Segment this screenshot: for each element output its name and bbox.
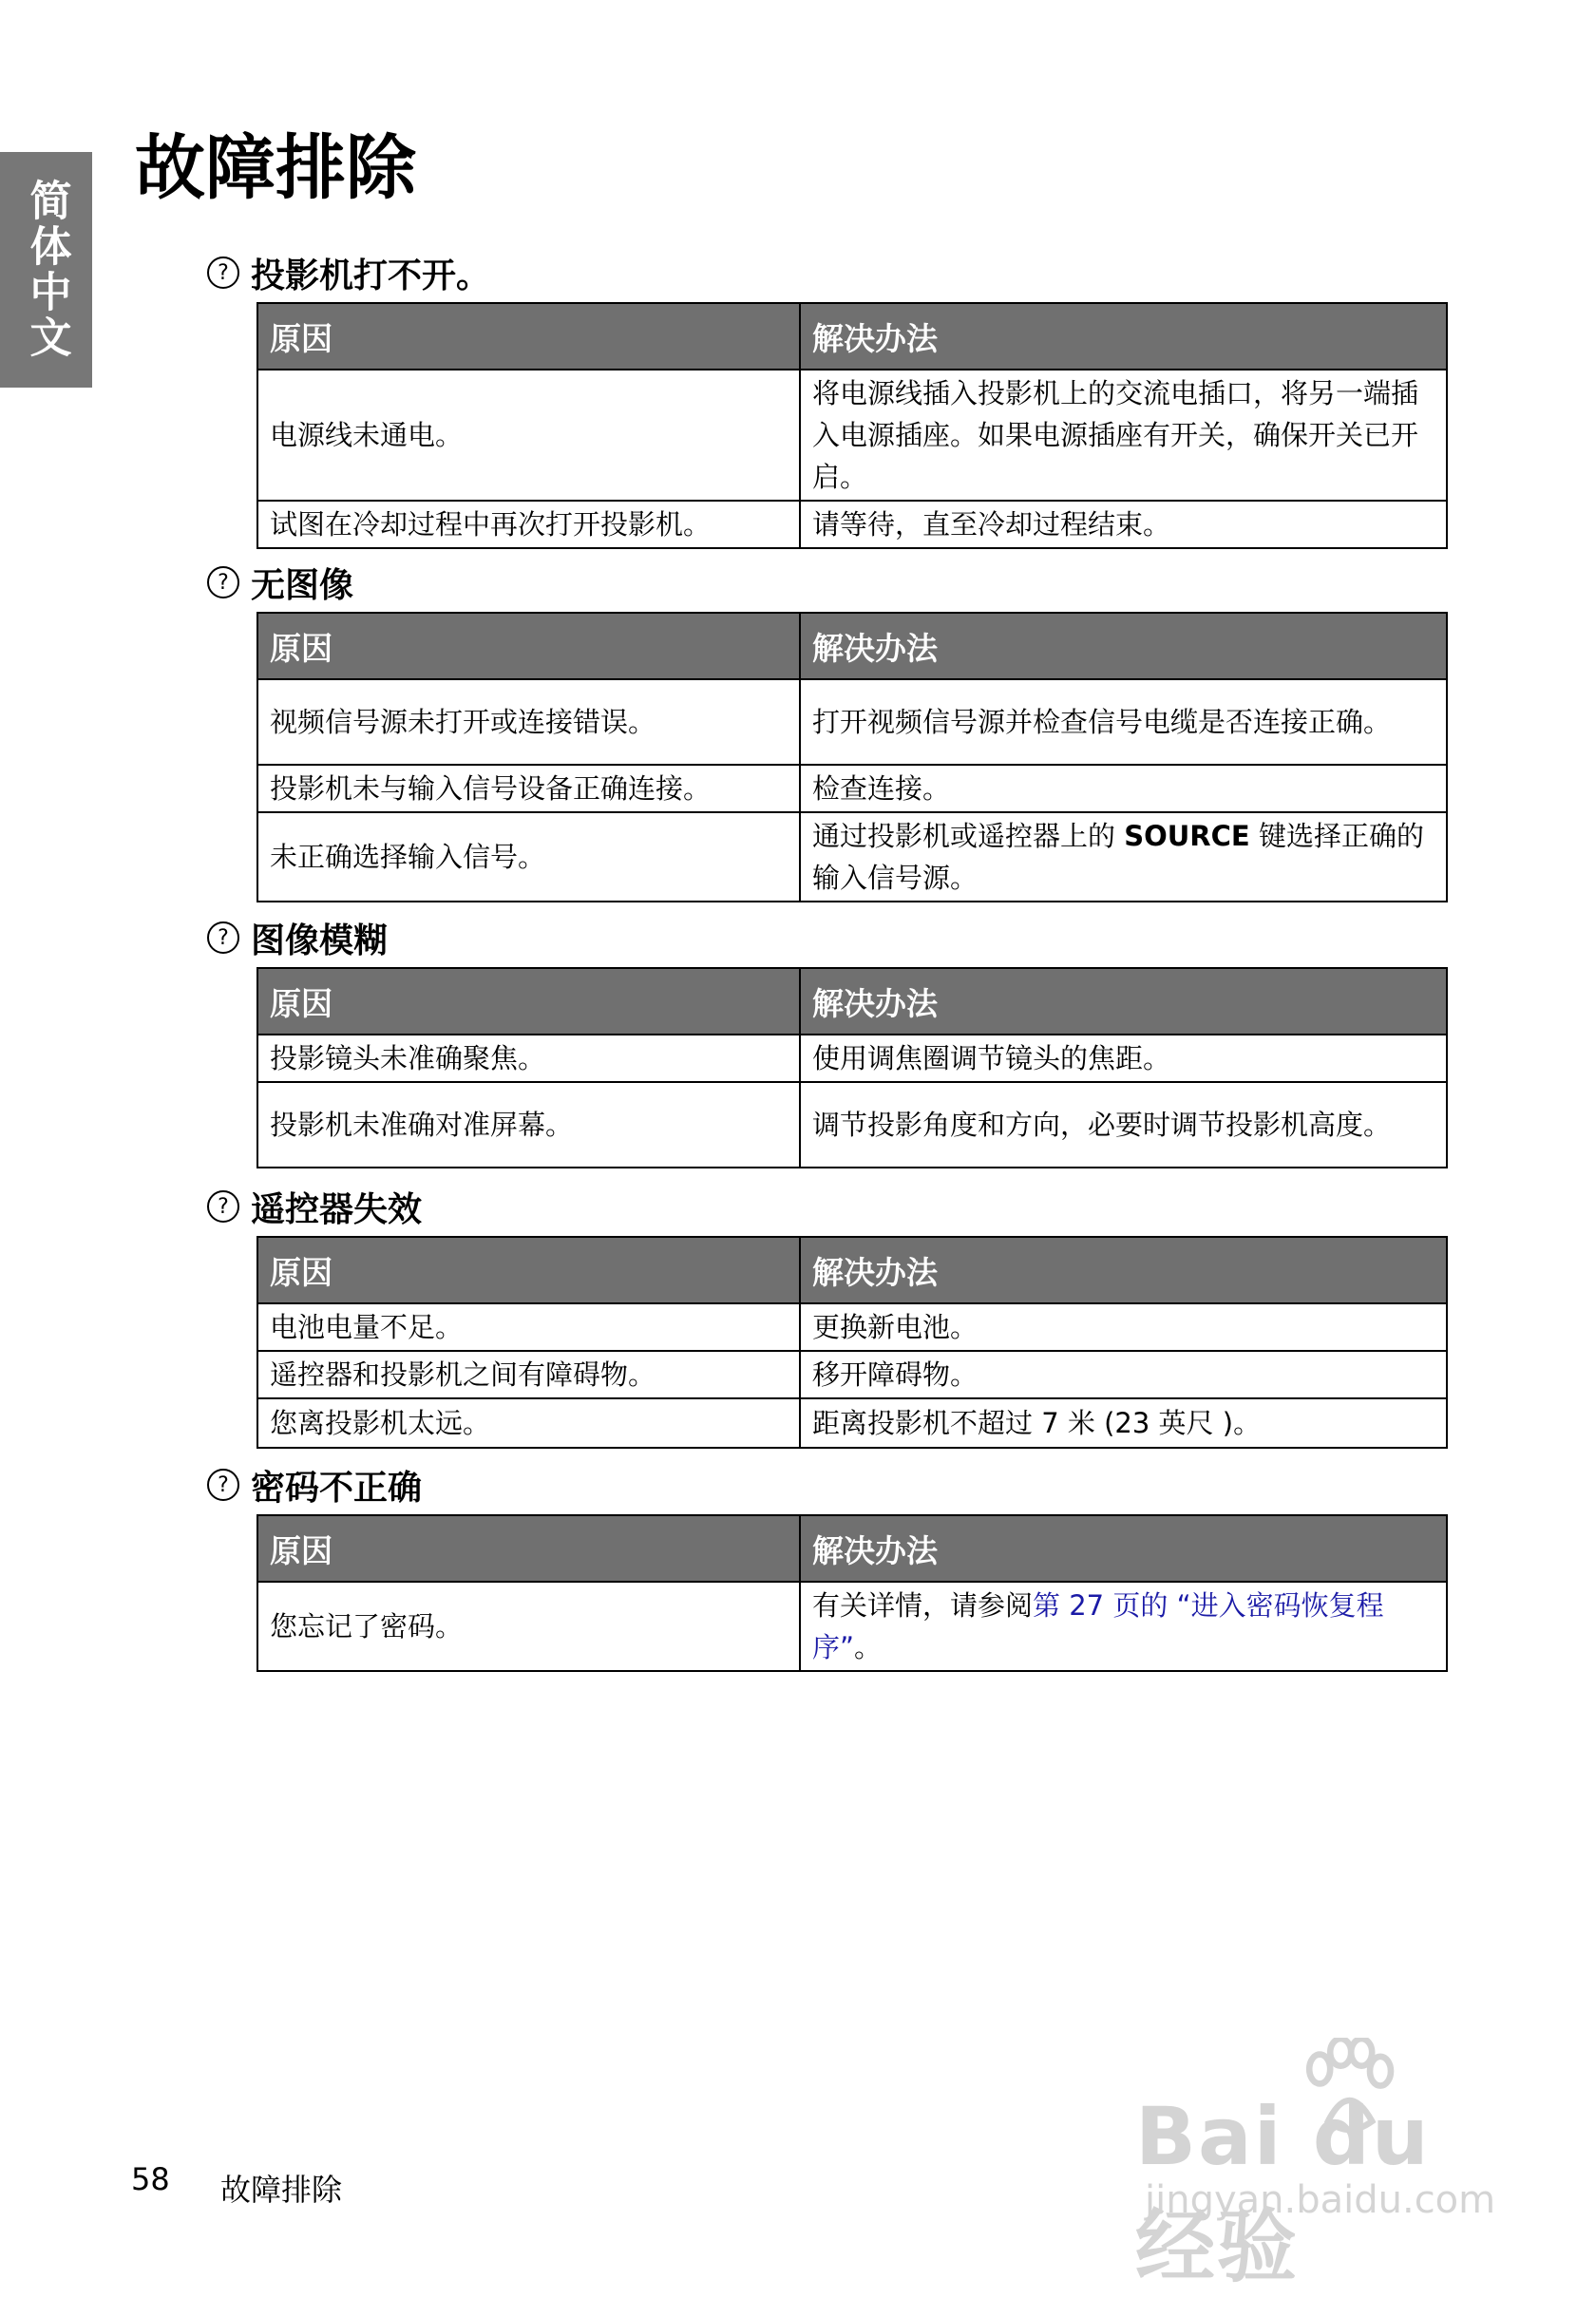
watermark-url: jingyan.baidu.com: [1145, 2178, 1496, 2222]
table-row: [257, 812, 1447, 902]
table-header-row: [257, 613, 1447, 679]
table-row: [257, 1303, 1447, 1351]
section-heading: [205, 249, 1446, 296]
language-tab-label: 简体中文: [22, 179, 71, 361]
table-header-row: [257, 1237, 1447, 1303]
section-no-image: [205, 559, 1446, 902]
page-number: 58: [131, 2161, 170, 2197]
header-solution: 解决办法: [800, 1237, 1447, 1303]
header-cause: 原因: [257, 968, 800, 1035]
section-heading: [205, 914, 1446, 961]
cause-cell: 遥控器和投影机之间有障碍物。: [257, 1351, 800, 1398]
troubleshooting-table: [256, 967, 1448, 1168]
solution-cell: 将电源线插入投影机上的交流电插口，将另一端插入电源插座。如果电源插座有开关，确保开关已开启。: [800, 370, 1447, 501]
solution-cell: 请等待，直至冷却过程结束。: [800, 501, 1447, 548]
header-cause: 原因: [257, 613, 800, 679]
cause-cell: 您忘记了密码。: [257, 1582, 800, 1671]
section-heading: [205, 1461, 1446, 1509]
solution-text: 通过投影机或遥控器上的: [812, 820, 1125, 852]
table-row: [257, 679, 1447, 765]
header-solution: 解决办法: [800, 1515, 1447, 1582]
cause-cell: 未正确选择输入信号。: [257, 812, 800, 902]
solution-cell: 检查连接。: [800, 765, 1447, 812]
section-title: 遥控器失效: [251, 1189, 423, 1229]
section-remote-failure: [205, 1183, 1446, 1449]
header-solution: 解决办法: [800, 303, 1447, 370]
question-icon: ?: [207, 256, 239, 289]
page-title: 故障排除: [135, 127, 416, 209]
solution-cell: 打开视频信号源并检查信号电缆是否连接正确。: [800, 679, 1447, 765]
table-header-row: [257, 968, 1447, 1035]
footer-title: 故障排除: [220, 2172, 343, 2208]
cause-cell: 试图在冷却过程中再次打开投影机。: [257, 501, 800, 548]
troubleshooting-table: [256, 612, 1448, 902]
header-solution: 解决办法: [800, 613, 1447, 679]
solution-text: 。: [854, 1631, 883, 1663]
cause-cell: 投影机未与输入信号设备正确连接。: [257, 765, 800, 812]
solution-cell: 距离投影机不超过 7 米 (23 英尺 )。: [800, 1398, 1447, 1448]
table-header-row: [257, 303, 1447, 370]
cause-cell: 电源线未通电。: [257, 370, 800, 501]
question-icon: ?: [207, 1469, 239, 1501]
cause-cell: 投影镜头未准确聚焦。: [257, 1035, 800, 1082]
section-title: 密码不正确: [251, 1468, 423, 1508]
section-heading: [205, 1183, 1446, 1230]
section-title: 图像模糊: [251, 921, 389, 960]
troubleshooting-table: [256, 302, 1448, 549]
source-key-label: SOURCE: [1124, 820, 1250, 852]
password-recovery-link[interactable]: 第 27 页的 “进入密码恢复程序”: [812, 1589, 1384, 1663]
solution-cell: 调节投影角度和方向，必要时调节投影机高度。: [800, 1082, 1447, 1168]
cause-cell: 投影机未准确对准屏幕。: [257, 1082, 800, 1168]
table-row: [257, 501, 1447, 548]
troubleshooting-table: [256, 1236, 1448, 1449]
solution-text: 有关详情，请参阅: [812, 1589, 1034, 1622]
section-wrong-password: [205, 1461, 1446, 1672]
cause-cell: 视频信号源未打开或连接错误。: [257, 679, 800, 765]
section-title: 无图像: [251, 565, 354, 605]
language-side-tab: [0, 152, 92, 388]
section-title: 投影机打不开。: [251, 256, 491, 295]
table-header-row: [257, 1515, 1447, 1582]
section-blurry-image: [205, 914, 1446, 1168]
cause-cell: 电池电量不足。: [257, 1303, 800, 1351]
header-solution: 解决办法: [800, 968, 1447, 1035]
cause-cell: 您离投影机太远。: [257, 1398, 800, 1448]
solution-cell: [800, 812, 1447, 902]
baidu-watermark: [1135, 2038, 1515, 2293]
header-cause: 原因: [257, 1515, 800, 1582]
solution-cell: 更换新电池。: [800, 1303, 1447, 1351]
table-row: [257, 1582, 1447, 1671]
table-row: [257, 1398, 1447, 1448]
table-row: [257, 1082, 1447, 1168]
solution-cell: [800, 1582, 1447, 1671]
section-heading: [205, 559, 1446, 606]
watermark-brand: Bai du 经验: [1135, 2090, 1431, 2293]
troubleshooting-table: [256, 1514, 1448, 1672]
question-icon: ?: [207, 1190, 239, 1223]
question-icon: ?: [207, 921, 239, 954]
solution-cell: 使用调焦圈调节镜头的焦距。: [800, 1035, 1447, 1082]
header-cause: 原因: [257, 303, 800, 370]
table-row: [257, 765, 1447, 812]
question-icon: ?: [207, 566, 239, 598]
table-row: [257, 1035, 1447, 1082]
table-row: [257, 1351, 1447, 1398]
solution-cell: 移开障碍物。: [800, 1351, 1447, 1398]
header-cause: 原因: [257, 1237, 800, 1303]
section-projector-wont-start: [205, 249, 1446, 549]
solution-text: 键选择正确的输入信号源。: [812, 820, 1424, 894]
table-row: [257, 370, 1447, 501]
